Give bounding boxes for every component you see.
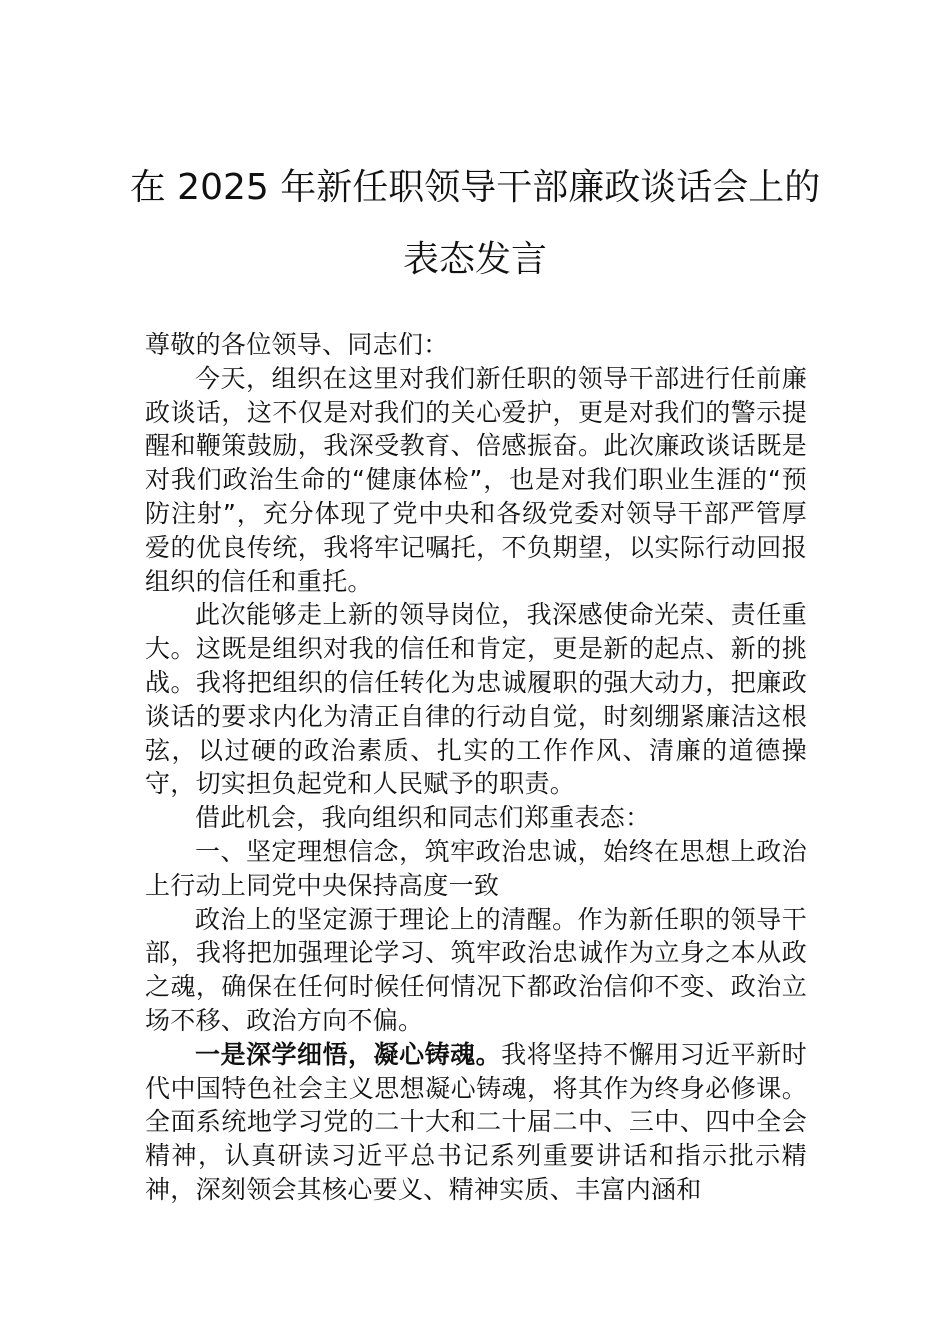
- paragraph-intro: 今天，组织在这里对我们新任职的领导干部进行任前廉政谈话，这不仅是对我们的关心爱护，更是对我们的警示提醒和鞭策鼓励，我深受教育、倍感振奋。此次廉政谈话既是对我们政治生命的“健康体检”，也是对我们职业生涯的“预防注射”，充分体现了党中央和各级党委对领导干部严管厚爱的优良传统，我将牢记嘱托，不负期望，以实际行动回报组织的信任和重托。: [145, 363, 807, 596]
- section-heading-1: 一、坚定理想信念，筑牢政治忠诚，始终在思想上政治上行动上同党中央保持高度一致: [145, 836, 807, 900]
- paragraph-new-post: 此次能够走上新的领导岗位，我深感使命光荣、责任重大。这既是组织对我的信任和肯定，更是新的起点、新的挑战。我将把组织的信任转化为忠诚履职的强大动力，把廉政谈话的要求内化为清正自律的行动自觉，时刻绷紧廉洁这根弦，以过硬的政治素质、扎实的工作作风、清廉的道德操守，切实担负起党和人民赋予的职责。: [145, 600, 807, 799]
- document-title: [120, 152, 830, 296]
- point-1-paragraph: [145, 1038, 807, 1207]
- salutation: 尊敬的各位领导、同志们：: [145, 330, 449, 359]
- point-1-text: 我将坚持不懈用习近平新时代中国特色社会主义思想凝心铸魂，将其作为终身必修课。全面系统地学习党的二十大和二十届二中、三中、四中全会精神，认真研读习近平总书记系列重要讲话和指示批示精神，深刻领会其核心要义、精神实质、丰富内涵和: [145, 1039, 807, 1204]
- section-1-paragraph: 政治上的坚定源于理论上的清醒。作为新任职的领导干部，我将把加强理论学习、筑牢政治忠诚作为立身之本从政之魂，确保在任何时候任何情况下都政治信仰不变、政治立场不移、政治方向不偏。: [145, 904, 807, 1035]
- title-line-2: 表态发言: [402, 239, 547, 280]
- document-body: [145, 328, 807, 1207]
- point-1-lead: 一是深学细悟，凝心铸魂。: [195, 1039, 502, 1069]
- title-line-1: 在 2025 年新任职领导干部廉政谈话会上的: [129, 167, 821, 208]
- paragraph-pledge-intro: 借此机会，我向组织和同志们郑重表态：: [195, 803, 651, 833]
